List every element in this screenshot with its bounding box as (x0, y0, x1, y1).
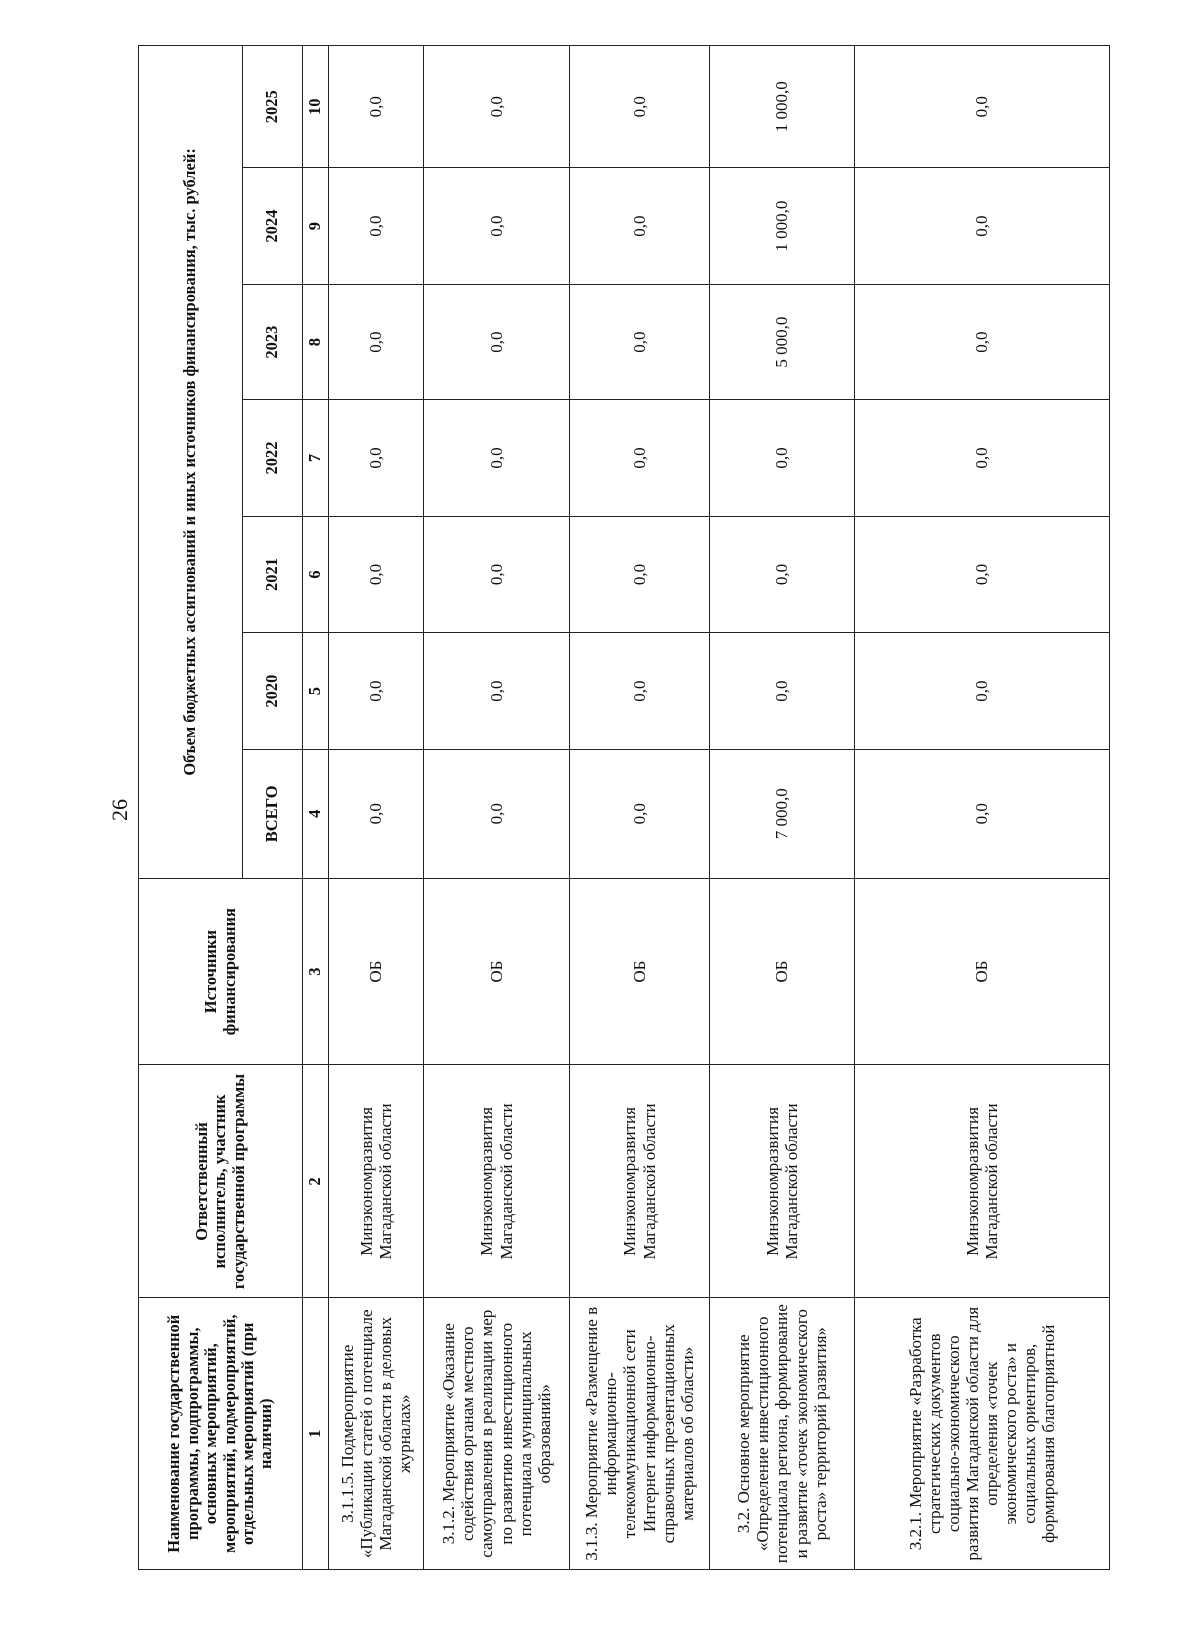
row-value-2022: 0,0 (855, 400, 1110, 517)
header-year-2022: 2022 (243, 400, 303, 517)
row-value-2020: 0,0 (570, 633, 710, 750)
row-value-2023: 5 000,0 (710, 284, 855, 399)
row-executor: Минэкономразвития Магаданской области (855, 1065, 1110, 1298)
row-value-total: 7 000,0 (710, 749, 855, 878)
row-value-2024: 0,0 (424, 168, 570, 285)
row-source: ОБ (570, 878, 710, 1065)
table-row (570, 46, 710, 1570)
column-number: 5 (303, 633, 329, 750)
header-funding-group: Объем бюджетных ассигнований и иных источников финансирования, тыс. рублей: (139, 46, 243, 879)
header-source: Источники финансирования (139, 878, 303, 1065)
header-year-2023: 2023 (243, 284, 303, 399)
row-executor: Минэкономразвития Магаданской области (710, 1065, 855, 1298)
column-number: 8 (303, 284, 329, 399)
row-value-total: 0,0 (570, 749, 710, 878)
column-number: 2 (303, 1065, 329, 1298)
column-number: 7 (303, 400, 329, 517)
table-row (855, 46, 1110, 1570)
row-executor: Минэкономразвития Магаданской области (424, 1065, 570, 1298)
header-name: Наименование государственной программы, подпрограммы, основных мероприятий, мероприятий, подмероприятий, отдельных мероприятий (при наличии) (139, 1298, 303, 1570)
row-value-2024: 0,0 (855, 168, 1110, 285)
row-value-2021: 0,0 (329, 516, 424, 633)
row-value-2021: 0,0 (570, 516, 710, 633)
header-year-total: ВСЕГО (243, 749, 303, 878)
row-value-2020: 0,0 (329, 633, 424, 750)
row-value-2025: 0,0 (855, 46, 1110, 168)
row-executor: Минэкономразвития Магаданской области (329, 1065, 424, 1298)
row-value-2020: 0,0 (855, 633, 1110, 750)
header-year-2024: 2024 (243, 168, 303, 285)
column-number: 3 (303, 878, 329, 1065)
row-value-2025: 0,0 (570, 46, 710, 168)
row-name: 3.1.1.5. Подмероприятие «Публикации статей о потенциале Магаданской области в деловых журналах» (329, 1298, 424, 1570)
table-row (329, 46, 424, 1570)
row-value-2023: 0,0 (570, 284, 710, 399)
row-name: 3.1.2. Мероприятие «Оказание содействия органам местного самоуправления в реализации мер по развитию инвестиционного потенциала муниципальных образований» (424, 1298, 570, 1570)
row-value-2022: 0,0 (710, 400, 855, 517)
column-number: 1 (303, 1298, 329, 1570)
row-value-2020: 0,0 (710, 633, 855, 750)
row-value-2024: 0,0 (329, 168, 424, 285)
row-value-2020: 0,0 (424, 633, 570, 750)
header-year-2020: 2020 (243, 633, 303, 750)
row-value-2023: 0,0 (329, 284, 424, 399)
row-value-2022: 0,0 (329, 400, 424, 517)
column-number: 10 (303, 46, 329, 168)
row-name: 3.1.3. Мероприятие «Размещение в информационно-телекоммуникационной сети Интернет информационно-справочных презентационных материалов об области» (570, 1298, 710, 1570)
row-value-2025: 0,0 (424, 46, 570, 168)
row-value-2021: 0,0 (424, 516, 570, 633)
column-numbers-row (303, 46, 329, 1570)
column-number: 4 (303, 749, 329, 878)
row-value-2021: 0,0 (855, 516, 1110, 633)
row-value-total: 0,0 (329, 749, 424, 878)
header-year-2021: 2021 (243, 516, 303, 633)
rotated-table-container (138, 45, 1059, 1570)
header-year-2025: 2025 (243, 46, 303, 168)
row-value-2023: 0,0 (424, 284, 570, 399)
row-value-2025: 1 000,0 (710, 46, 855, 168)
row-value-2025: 0,0 (329, 46, 424, 168)
budget-table (138, 45, 1110, 1570)
row-value-2022: 0,0 (424, 400, 570, 517)
row-value-total: 0,0 (424, 749, 570, 878)
row-source: ОБ (710, 878, 855, 1065)
row-source: ОБ (855, 878, 1110, 1065)
row-value-2024: 1 000,0 (710, 168, 855, 285)
row-source: ОБ (424, 878, 570, 1065)
column-number: 6 (303, 516, 329, 633)
column-number: 9 (303, 168, 329, 285)
row-name: 3.2.1. Мероприятие «Разработка стратегических документов социально-экономического развития Магаданской области для определения «точек экономического роста» и социальных ориентиров, формирования благоприятной (855, 1298, 1110, 1570)
row-value-2022: 0,0 (570, 400, 710, 517)
table-row (424, 46, 570, 1570)
row-value-total: 0,0 (855, 749, 1110, 878)
table-row (710, 46, 855, 1570)
page-number: 26 (107, 799, 132, 821)
row-value-2021: 0,0 (710, 516, 855, 633)
row-name: 3.2. Основное мероприятие «Определение инвестиционного потенциала региона, формирование и развитие «точек экономического роста» территорий развития» (710, 1298, 855, 1570)
row-value-2024: 0,0 (570, 168, 710, 285)
row-executor: Минэкономразвития Магаданской области (570, 1065, 710, 1298)
header-executor: Ответственный исполнитель, участник государственной программы (139, 1065, 303, 1298)
row-value-2023: 0,0 (855, 284, 1110, 399)
header-row (139, 46, 243, 1570)
row-source: ОБ (329, 878, 424, 1065)
